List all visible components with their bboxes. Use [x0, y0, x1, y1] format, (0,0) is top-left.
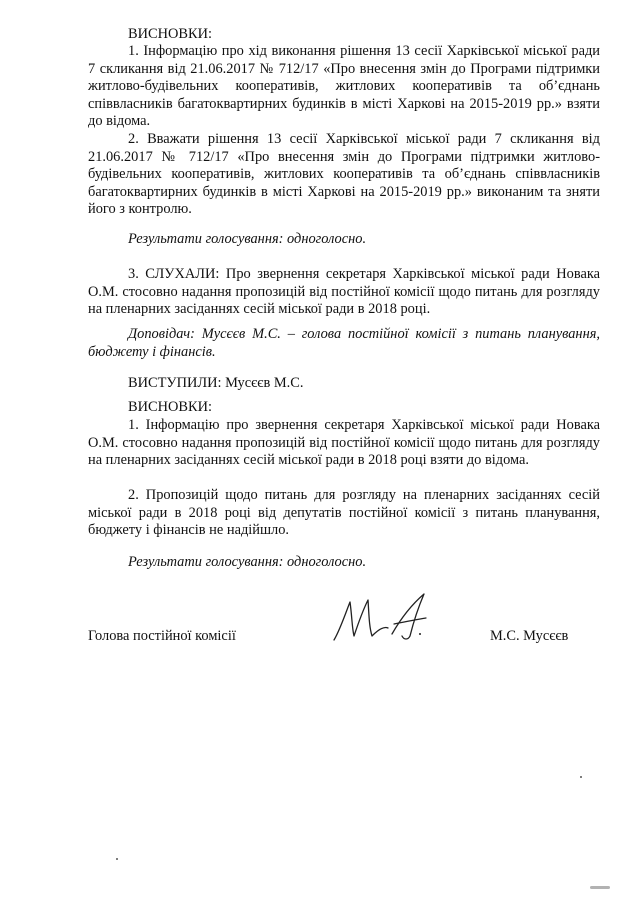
conclusion-2-item-2: 2. Пропозицій щодо питань для розгляду на пленарних засіданнях сесій міської ради в 2018 році від депутатів постійної комісії з питань планування, бюджету і фінансів не надійшло.	[88, 487, 600, 538]
heard-item-3: 3. СЛУХАЛИ: Про звернення секретаря Харківської міської ради Новака О.М. стосовно надання пропозицій від постійної комісії щодо питань для розгляду на пленарних засіданнях сесій міської ради в 2018 році.	[88, 266, 600, 317]
conclusion-2-item-1: 1. Інформацію про звернення секретаря Харківської міської ради Новака О.М. стосовно надання пропозицій від постійної комісії щодо питань для розгляду на пленарних засіданнях сесій міської ради в 2018 році взяти до відома.	[88, 417, 600, 468]
speaker-line: Доповідач: Мусєєв М.С. – голова постійної комісії з питань планування, бюджету і фінансів.	[88, 326, 600, 360]
spoke-line: ВИСТУПИЛИ: Мусєєв М.С.	[128, 375, 304, 391]
scan-speck	[580, 776, 582, 778]
vote-result-2: Результати голосування: одноголосно.	[128, 554, 367, 570]
scan-speck	[590, 886, 610, 889]
conclusions-heading-2: ВИСНОВКИ:	[128, 399, 212, 415]
vote-result-1: Результати голосування: одноголосно.	[128, 231, 367, 247]
conclusion-1-item-1: 1. Інформацію про хід виконання рішення 13 сесії Харківської міської ради 7 скликання від 21.06.2017 № 712/17 «Про внесення змін до Програми підтримки житлово-будівельних кооперативів, житлових кооперативів та об’єднань співвласників багатоквартирних будинків в місті Харкові на 2015-2019 рр.» взяти до відома.	[88, 43, 600, 129]
signatory-name: М.С. Мусєєв	[490, 628, 569, 644]
scan-speck	[116, 858, 118, 860]
signatory-title: Голова постійної комісії	[88, 628, 236, 644]
conclusion-1-item-2: 2. Вважати рішення 13 сесії Харківської міської ради 7 скликання від 21.06.2017 № 712/17 «Про внесення змін до Програми підтримки житлово-будівельних кооперативів, житлових кооперативів та об’єднань співвласників багатоквартирних будинків в місті Харкові на 2015-2019 рр.» виконаним та зняти його з контролю.	[88, 131, 600, 217]
handwritten-signature	[328, 590, 438, 646]
conclusions-heading-1: ВИСНОВКИ:	[128, 26, 212, 42]
